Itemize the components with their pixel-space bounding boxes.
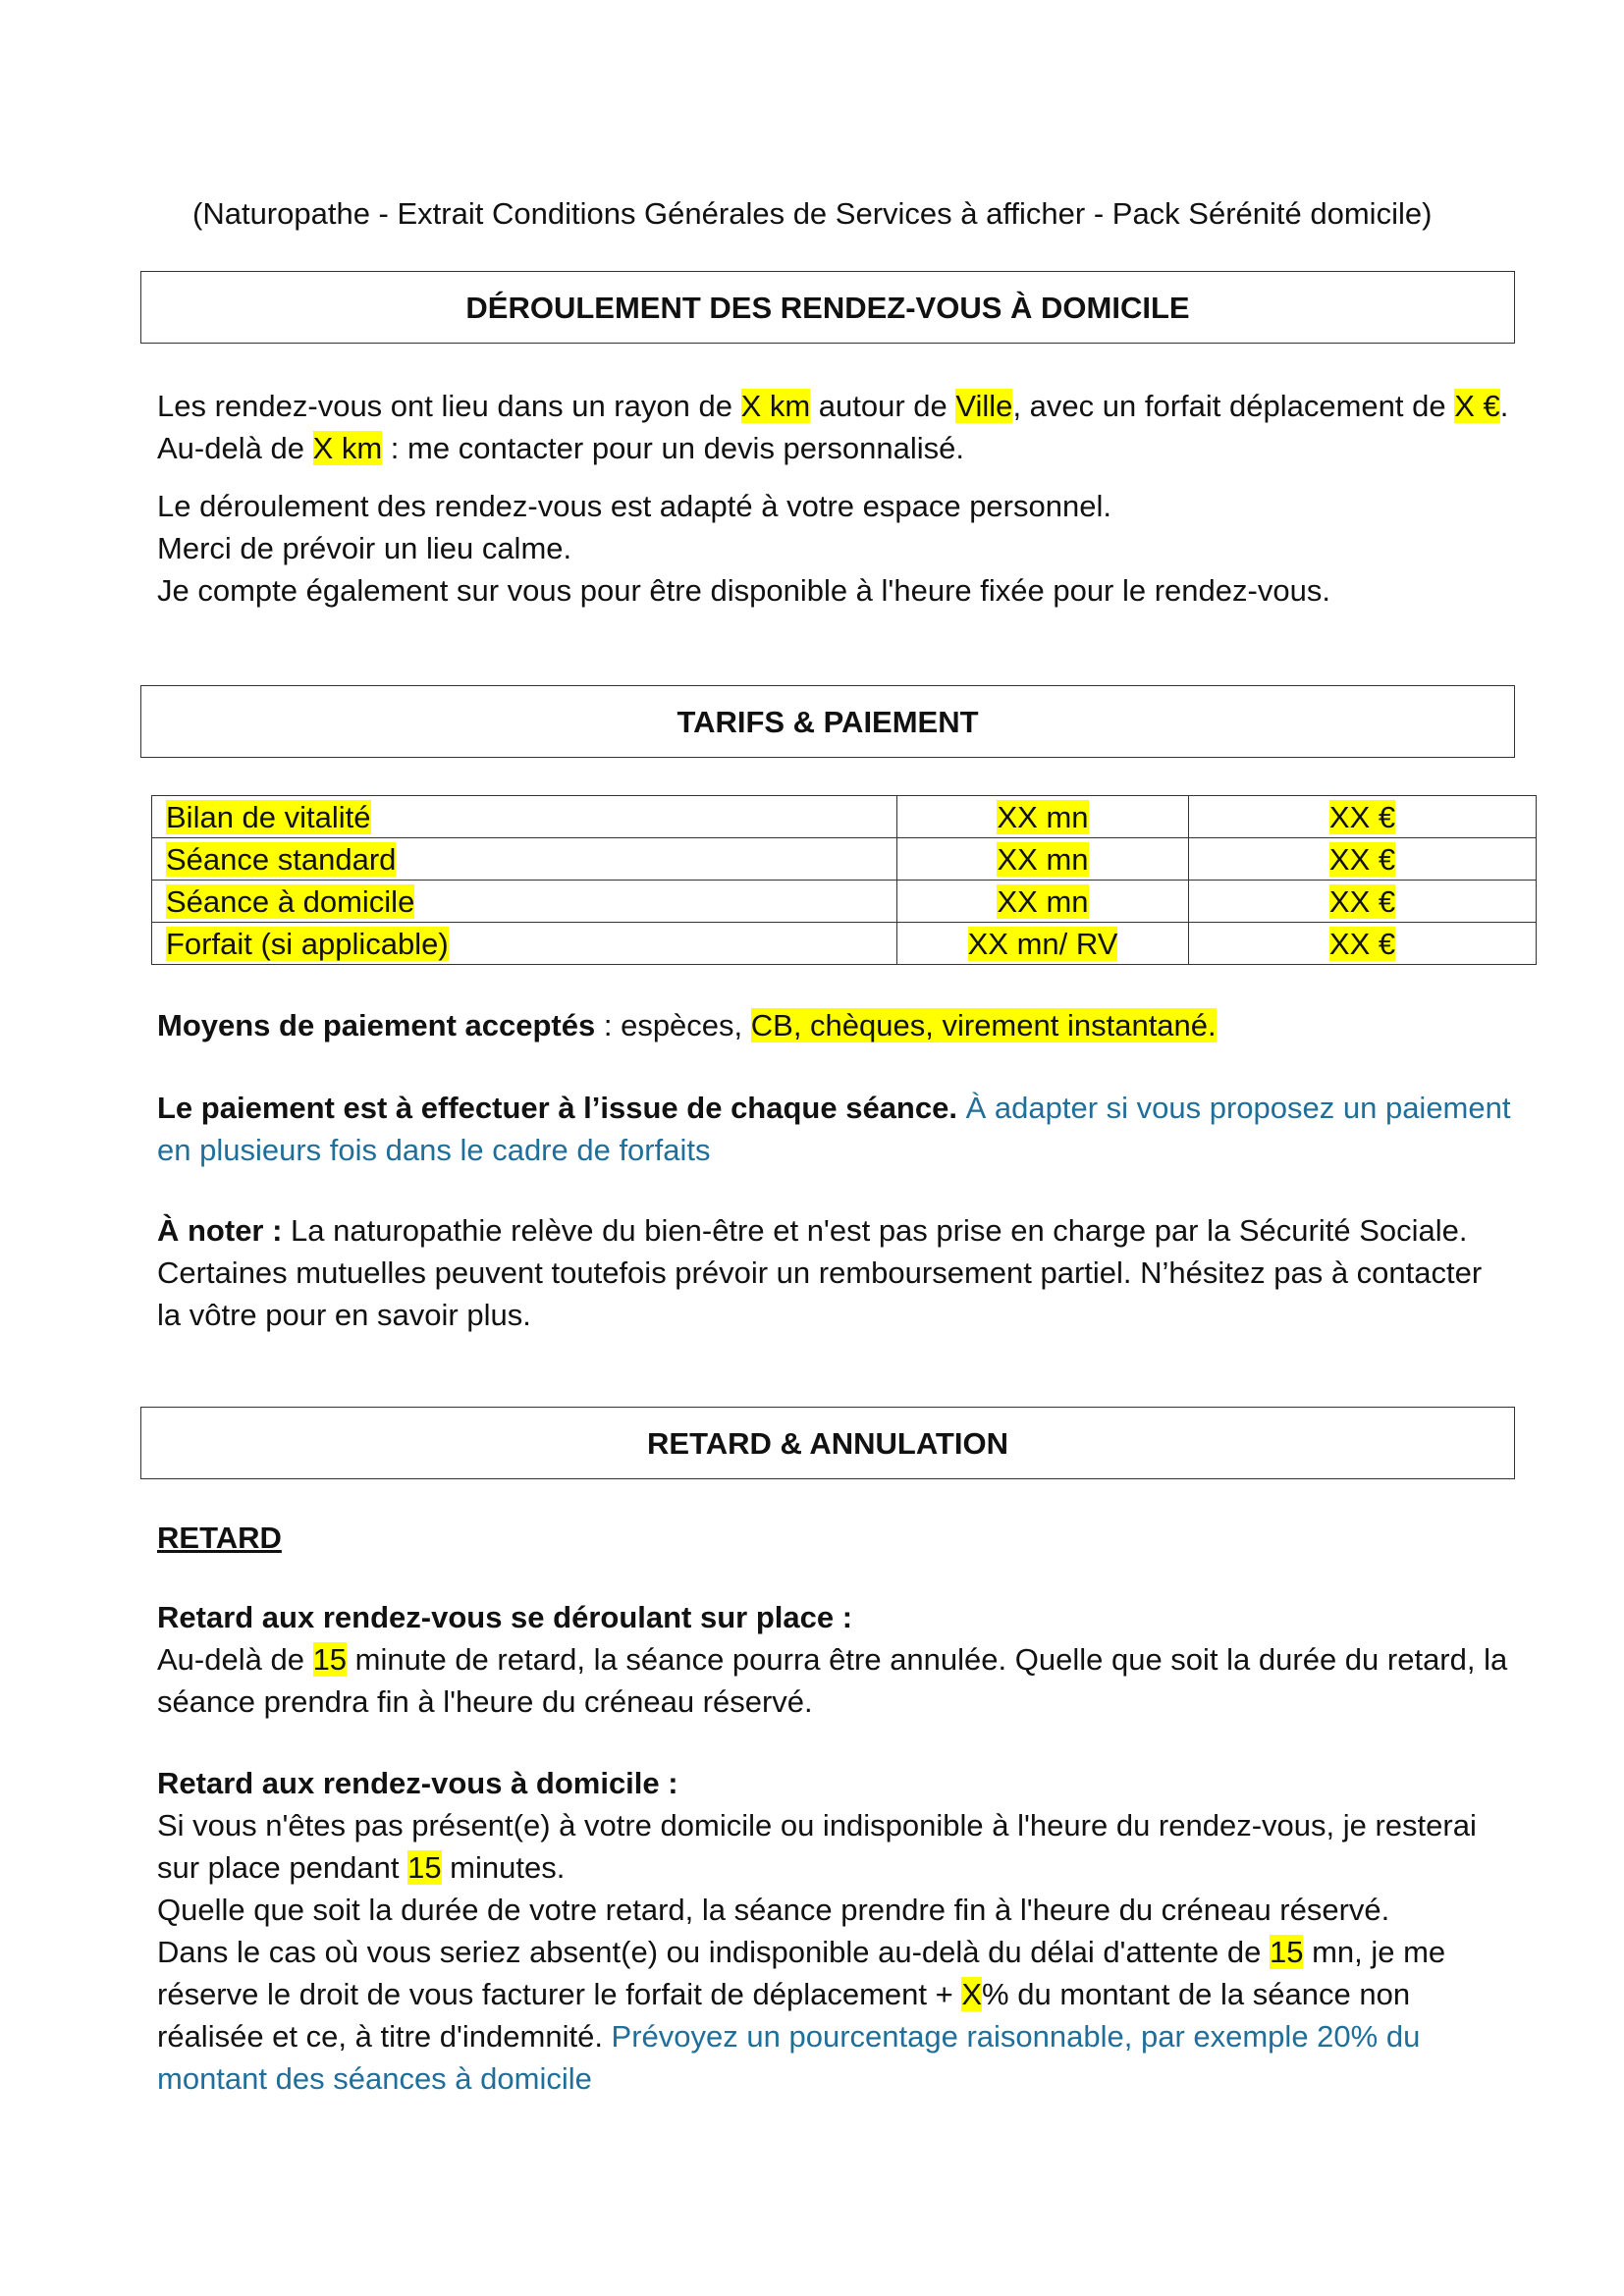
text-run: % du montant de la séance non réalisée et ce, à titre d'indemnité.: [157, 1977, 1411, 2054]
highlight-fee: X €: [1454, 389, 1500, 423]
paragraph-paiement: [157, 1087, 1512, 1171]
duration-value: XX mn: [997, 799, 1089, 834]
domicile-text-2: Quelle que soit la durée de votre retard, la séance prendre fin à l'heure du créneau réservé.: [157, 1893, 1390, 1927]
duration-value: XX mn/ RV: [967, 926, 1118, 961]
highlight-minutes: 15: [407, 1850, 442, 1885]
service-name-cell: [152, 923, 897, 965]
duration-cell: [897, 881, 1189, 923]
duration-cell: [897, 838, 1189, 881]
text-line: Le déroulement des rendez-vous est adapté à votre espace personnel.: [157, 489, 1111, 523]
table-row: [152, 796, 1537, 838]
highlight-moyens: CB, chèques, virement instantané.: [750, 1008, 1217, 1042]
text-run: Si vous n'êtes pas présent(e) à votre domicile ou indisponible à l'heure du rendez-vous, je resterai sur place pendant: [157, 1808, 1477, 1885]
paragraph-a-noter: [157, 1209, 1512, 1336]
highlight-minutes: 15: [312, 1642, 348, 1677]
text-run: Dans le cas où vous seriez absent(e) ou indisponible au-delà du délai d'attente de: [157, 1935, 1270, 1969]
domicile-title: Retard aux rendez-vous à domicile :: [157, 1766, 678, 1800]
text-run: .: [1499, 389, 1509, 423]
moyens-label: Moyens de paiement acceptés: [157, 1008, 596, 1042]
advice-note: Prévoyez un pourcentage raisonnable, par exemple 20% du montant des séances à domicile: [157, 2019, 1421, 2096]
text-run: mn, je me réserve le droit de vous facturer le forfait de déplacement +: [157, 1935, 1446, 2011]
duration-cell: [897, 923, 1189, 965]
highlight-city: Ville: [955, 389, 1013, 423]
table-row: [152, 838, 1537, 881]
text-run: Les rendez-vous ont lieu dans un rayon de: [157, 389, 741, 423]
text-run: La naturopathie relève du bien-être et n'est pas prise en charge par la Sécurité Sociale. Certaines mutuelles peuvent toutefois prévoir un remboursement partiel. N’hésitez pas à contacter la vôtre pour en savoir plus.: [157, 1213, 1483, 1332]
advice-note: À adapter si vous proposez un paiement en plusieurs fois dans le cadre de forfaits: [157, 1091, 1511, 1167]
paragraph-moyens-paiement: [157, 1004, 1512, 1046]
text-run: Au-delà de: [157, 1642, 313, 1677]
table-row: [152, 881, 1537, 923]
highlight-distance: X km: [740, 389, 811, 423]
price-cell: [1189, 838, 1537, 881]
surplace-title: Retard aux rendez-vous se déroulant sur place :: [157, 1600, 853, 1634]
text-run: , avec un forfait déplacement de: [1012, 389, 1455, 423]
noter-label: À noter :: [157, 1213, 283, 1248]
price-value: XX €: [1328, 883, 1396, 919]
duration-cell: [897, 796, 1189, 838]
price-cell: [1189, 881, 1537, 923]
service-name-cell: [152, 881, 897, 923]
devis-line: [157, 427, 1512, 469]
paiement-line: [157, 1087, 1512, 1171]
section-heading-deroulement: [140, 271, 1515, 344]
domicile-text-3: [157, 1931, 1512, 2100]
section-heading-text: RETARD & ANNULATION: [647, 1425, 1008, 1461]
duration-value: XX mn: [997, 841, 1089, 877]
service-name: Bilan de vitalité: [166, 799, 371, 834]
price-value: XX €: [1328, 926, 1396, 961]
tarifs-table: [151, 795, 1537, 965]
surplace-text: [157, 1638, 1512, 1723]
section-heading-text: TARIFS & PAIEMENT: [677, 704, 979, 739]
price-value: XX €: [1328, 799, 1396, 834]
subheading-retard: RETARD: [157, 1521, 282, 1555]
highlight-minutes: 15: [1269, 1935, 1304, 1969]
section-heading-text: DÉROULEMENT DES RENDEZ-VOUS À DOMICILE: [465, 290, 1190, 325]
noter-line: [157, 1209, 1512, 1336]
text-run: Au-delà de: [157, 431, 313, 465]
service-name: Séance à domicile: [166, 883, 415, 919]
rayon-line: [157, 385, 1512, 427]
text-run: minute de retard, la séance pourra être annulée. Quelle que soit la durée du retard, la séance prendra fin à l'heure du créneau réservé.: [157, 1642, 1508, 1719]
text-run: : me contacter pour un devis personnalisé.: [382, 431, 964, 465]
price-value: XX €: [1328, 841, 1396, 877]
price-cell: [1189, 923, 1537, 965]
text-run: minutes.: [441, 1850, 566, 1885]
service-name-cell: [152, 796, 897, 838]
text-run: : espèces,: [595, 1008, 751, 1042]
service-name-cell: [152, 838, 897, 881]
section-heading-tarifs: [140, 685, 1515, 758]
section-heading-retard: [140, 1407, 1515, 1479]
paiement-bold: Le paiement est à effectuer à l’issue de chaque séance.: [157, 1091, 957, 1125]
text-line: Je compte également sur vous pour être disponible à l'heure fixée pour le rendez-vous.: [157, 573, 1330, 608]
text-run: autour de: [810, 389, 956, 423]
service-name: Séance standard: [166, 841, 397, 877]
text-line: Merci de prévoir un lieu calme.: [157, 531, 572, 565]
highlight-percent: X: [961, 1977, 983, 2011]
domicile-text-1: [157, 1804, 1512, 1889]
paragraph-deroulement: [157, 485, 1512, 612]
service-name: Forfait (si applicable): [166, 926, 449, 961]
moyens-line: [157, 1004, 1512, 1046]
document-title: (Naturopathe - Extrait Conditions Générales de Services à afficher - Pack Sérénité domicile): [192, 196, 1433, 231]
paragraph-retard-domicile: [157, 1762, 1512, 2100]
table-row: [152, 923, 1537, 965]
paragraph-rayon: [157, 385, 1512, 469]
highlight-distance: X km: [312, 431, 383, 465]
paragraph-retard-sur-place: [157, 1596, 1512, 1723]
price-cell: [1189, 796, 1537, 838]
duration-value: XX mn: [997, 883, 1089, 919]
